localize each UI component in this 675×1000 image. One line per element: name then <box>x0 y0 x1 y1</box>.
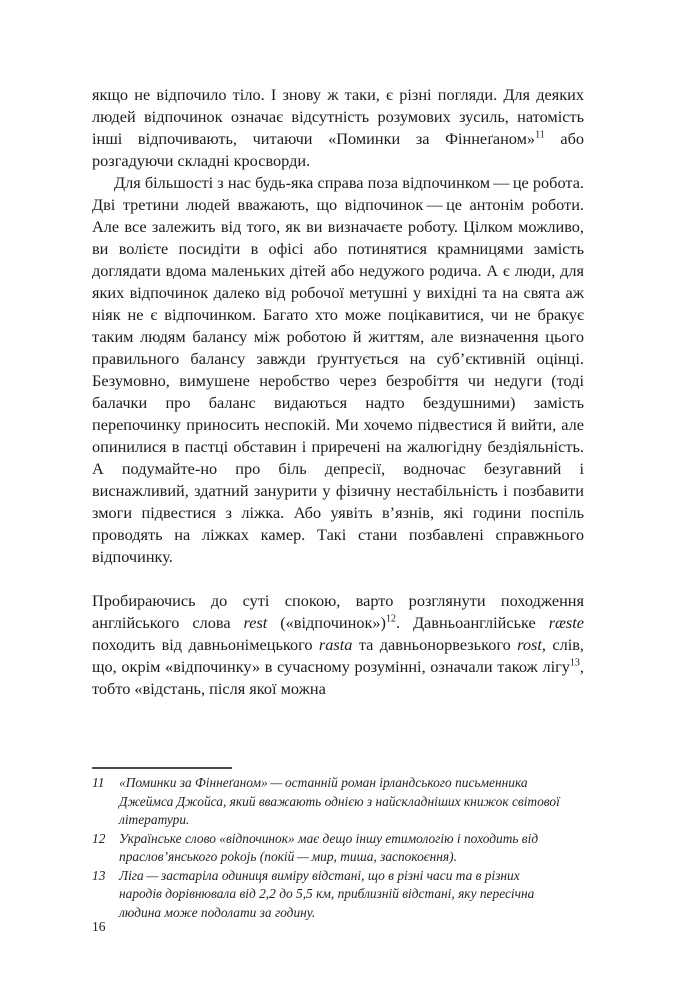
text-segment: rasta <box>318 635 353 654</box>
footnote-number: 11 <box>92 775 105 790</box>
text-segment: rost <box>517 635 542 654</box>
text-segment: Для більшості з нас будь-яка справа поза відпочинком — це робота. Дві третини людей вважають, що відпочинок — це антонім роботи. Але все залежить від того, як ви визначаєте роботу. Цілком можливо, ви волієте посидіти в офісі або потинятися крамницями замість доглядати вдома маленьких дітей або недужого родича. А є люди, для яких відпочинок далеко від робочої метушні у вихідні та на свята аж ніяк не є відпочинком. Багато хто може поцікавитися, чи не бракує таким людям балансу між роботою й життям, але визначення цього правильного балансу завжди ґрунтується на суб’єктивній оцінці. Безумовно, вимушене неробство через безробіття чи недуги (тоді балачки про баланс видаються надто бездушними) замість перепочинку приносить неспокій. Ми хочемо підвестися й вийти, але опинилися в пастці обставин і приречені на жалюгідну бездіяльність. А подумайте-но про біль депресії, водночас безугавний і виснажливий, здатний занурити у фізичну нестабільність і позбавити змоги підвестися з ліжка. Або уявіть в’язнів, які години поспіль проводять на ліжках камер. Такі стани позбавлені справжнього відпочинку. <box>92 173 584 566</box>
text-segment: походить від давньонімецького <box>92 635 319 654</box>
section-break <box>92 568 584 590</box>
footnote-13 <box>92 867 570 923</box>
footnote-11 <box>92 774 570 830</box>
paragraph-etymology <box>92 590 584 700</box>
footnote-reference: 11 <box>535 129 545 141</box>
footnote-text: «Поминки за Фіннеґаном» — останній роман ірландського письменника Джеймса Джойса, який вважають однією з найскладніших книжок світової літератури. <box>119 775 560 827</box>
text-segment: ræste <box>548 613 584 632</box>
footnotes-block <box>92 774 570 922</box>
page-number: 16 <box>92 919 106 934</box>
footnote-number: 13 <box>92 867 106 883</box>
text-segment: якщо не відпочило тіло. І знову ж таки, є різні погляди. Для деяких людей відпочинок означає відсутність розумових зусиль, натомість інші відпочивають, читаючи «Поминки за Фіннеґаном» <box>92 85 584 148</box>
text-segment: rest <box>243 613 268 632</box>
footnote-reference: 12 <box>385 613 396 625</box>
paragraph-continuation <box>92 84 584 172</box>
text-segment: , тобто «відстань, після якої можна <box>92 657 584 698</box>
text-segment: Пробираючись до суті спокою, варто розглянути походження англійського слова <box>92 591 584 632</box>
footnote-separator <box>92 767 232 769</box>
text-segment: або розгадуючи складні кросворди. <box>92 129 584 170</box>
footnote-text: Ліга — застаріла одиниця виміру відстані, що в різні часи та в різних народів дорівнювала від 2,2 до 5,5 км, приблизній відстані, яку пересічна людина може подолати за годину. <box>119 867 535 920</box>
text-segment: («відпочинок») <box>267 613 386 632</box>
footnote-number: 12 <box>92 830 106 846</box>
paragraph-work-vs-rest <box>92 172 584 568</box>
text-segment: . Давньоанглійське <box>395 613 549 632</box>
footnote-reference: 13 <box>569 657 580 669</box>
body-text <box>92 84 584 764</box>
footnote-text: Українське слово «відпочинок» має дещо іншу етимологію і походить від праслов’янського pokojь (покій — мир, тиша, заспокоєння). <box>119 830 539 864</box>
text-segment: , слів, що, окрім «відпочинку» в сучасному розумінні, означали також лігу <box>92 635 584 676</box>
footnote-12 <box>92 830 570 867</box>
text-segment: та давньонорвезького <box>352 635 518 654</box>
